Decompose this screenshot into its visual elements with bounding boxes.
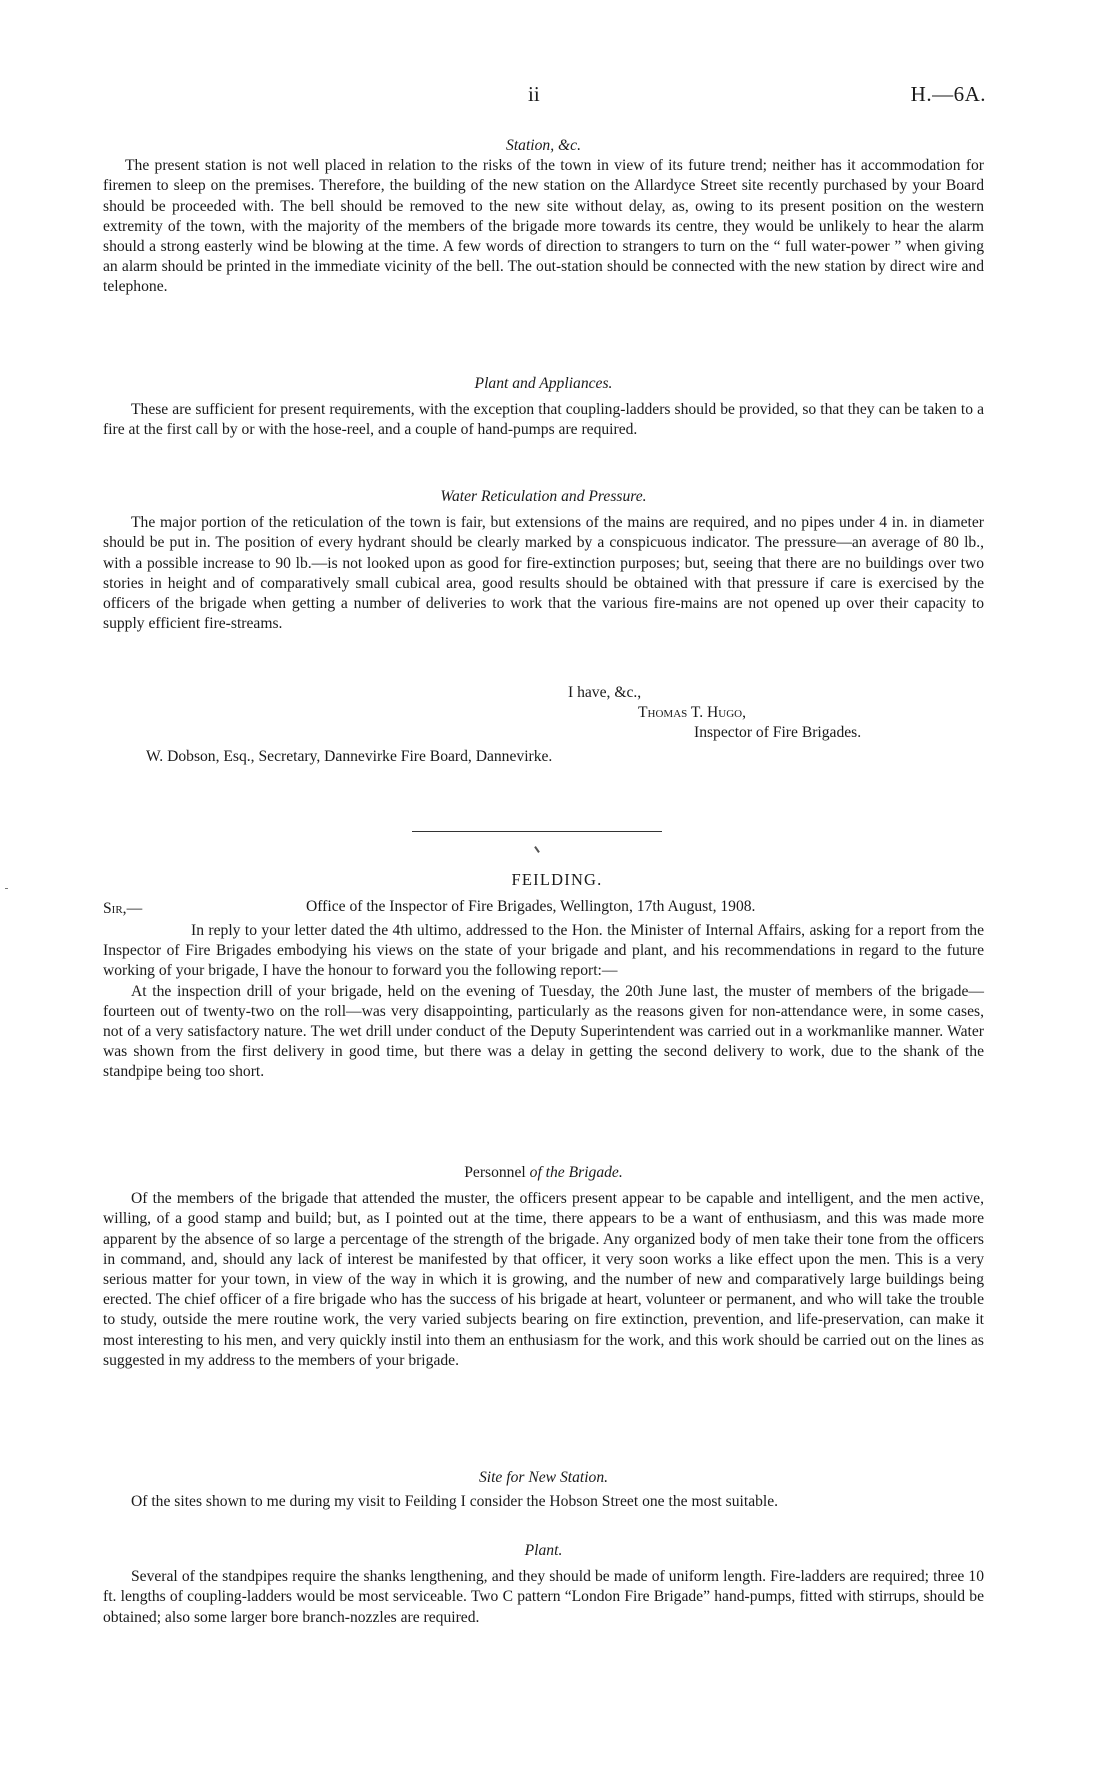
paragraph-site: Of the sites shown to me during my visit to Feilding I consider the Hobson Street one the most suitable. [131,1493,779,1511]
heading-personnel [103,1163,984,1183]
heading-water-reticulation: Water Reticulation and Pressure. [440,488,647,505]
paragraph-intro-reply: In reply to your letter dated the 4th ultimo, addressed to the Hon. the Minister of Internal Affairs, asking for a report from the Inspector of Fire Brigades embodying his views on the state of your brigade and plant, and his recommendations in regard to the future working of your brigade, I have the honour to forward you the following report:— [103,922,984,980]
heading-plant-appliances: Plant and Appliances. [474,375,613,392]
section-station [103,136,984,298]
signatory-name: Thomas T. Hugo, [638,704,747,721]
paragraph-personnel: Of the members of the brigade that attended the muster, the officers present appear to be capable and intelligent, and the men active, willing, of a good stamp and build; but, as I pointed out at the time, there appears to be a want of enthusiasm, and this was made more apparent by the absence of so large a percentage of the strength of the brigade. Any organized body of men take their tone from the officers in command, and, should any lack of interest be manifested by that officer, it very soon works a like effect upon the men. This is a very serious matter for your town, in view of the way in which it is growing, and the number of new and comparatively large buildings being erected. The chief officer of a fire brigade who has the success of his brigade at heart, volunteer or permanent, and who will take the trouble to study, outside the mere routine work, the very varied subjects bearing on fire extinction, prevention, and life-preservation, can make it most interesting to his men, and very quickly instil into them an enthusiasm for the work, and this work should be carried out on the lines as suggested in my address to the members of your brigade. [103,1190,984,1369]
paragraph-water-reticulation: The major portion of the reticulation of the town is fair, but extensions of the mains are required, and no pipes under 4 in. in diameter should be put in. The position of every hydrant should be clearly marked by a conspicuous indicator. The pressure—an average of 80 lb., with a possible increase to 90 lb.—is not looked upon as good for fire-extinction purposes; but, seeing that there are no buildings over two stories in height and of comparatively small cubical area, good results should be obtained with that pressure if care is exercised by the officers of the brigade when getting a number of deliveries to work that the various fire-mains are not opened up over their capacity to supply efficient fire-streams. [103,514,984,633]
paragraph-station: The present station is not well placed in relation to the risks of the town in view of its future trend; neither has it accommodation for firemen to sleep on the premises. Therefore, the building of the new station on the Allardyce Street site recently purchased by your Board should be proceeded with. The bell should be removed to the new site without delay, as, owing to its present position on the western extremity of the town, with the majority of the members of the brigade more towards its centre, they would be unlikely to hear the alarm should a strong easterly wind be blowing at the time. A few words of direction to strangers to turn on the “ full water-power ” when giving an alarm should be printed in the immediate vicinity of the bell. The out-station should be connected with the new station by direct wire and telephone. [103,157,984,296]
section-feilding-intro [103,921,984,1083]
heading-personnel-plain: Personnel [464,1164,526,1181]
page-number: ii [528,82,540,106]
heading-station: Station, &c. [506,137,581,154]
section-water-reticulation [103,487,984,634]
section-title-feilding: FEILDING. [511,870,603,889]
heading-plant: Plant. [524,1542,563,1559]
salutation: Sir,— [103,900,143,917]
document-code: H.—6A. [910,82,986,106]
paragraph-inspection-drill: At the inspection drill of your brigade, held on the evening of Tuesday, the 20th June last, the muster of members of the brigade—fourteen out of twenty-two on the roll—was very disappointing, particularly as the reasons given for non-attendance were, in some cases, not of a very satisfactory nature. The wet drill under conduct of the Deputy Superintendent was carried out in a workmanlike manner. Water was shown from the first delivery in good time, but there was a delay in getting the second delivery to work, due to the shank of the standpipe being too short. [103,982,984,1081]
closing-line: I have, &c., [568,684,642,701]
stray-mark [534,846,540,853]
section-site [103,1468,984,1512]
salutation-line [103,898,984,920]
paragraph-plant: Several of the standpipes require the shanks lengthening, and they should be made of uniform length. Fire-ladders are required; three 10 ft. lengths of coupling-ladders would be most serviceable. Two C pattern “London Fire Brigade” hand-pumps, fitted with stirrups, should be obtained; also some larger bore branch-nozzles are required. [103,1568,984,1626]
section-divider [412,831,662,832]
section-personnel [103,1163,984,1371]
heading-site: Site for New Station. [478,1469,609,1486]
paragraph-plant-appliances: These are sufficient for present requirements, with the exception that coupling-ladders should be provided, so that they can be taken to a fire at the first call by or with the hose-reel, and a couple of hand-pumps are required. [103,401,984,439]
signatory-title: Inspector of Fire Brigades. [694,724,862,741]
addressee-line: W. Dobson, Esq., Secretary, Dannevirke Fire Board, Dannevirke. [146,748,553,765]
page-header [0,82,1114,112]
office-dateline: Office of the Inspector of Fire Brigades, Wellington, 17th August, 1908. [306,898,756,915]
section-plant-appliances [103,374,984,441]
heading-personnel-italic: of the Brigade. [529,1164,623,1181]
section-plant [103,1541,984,1628]
